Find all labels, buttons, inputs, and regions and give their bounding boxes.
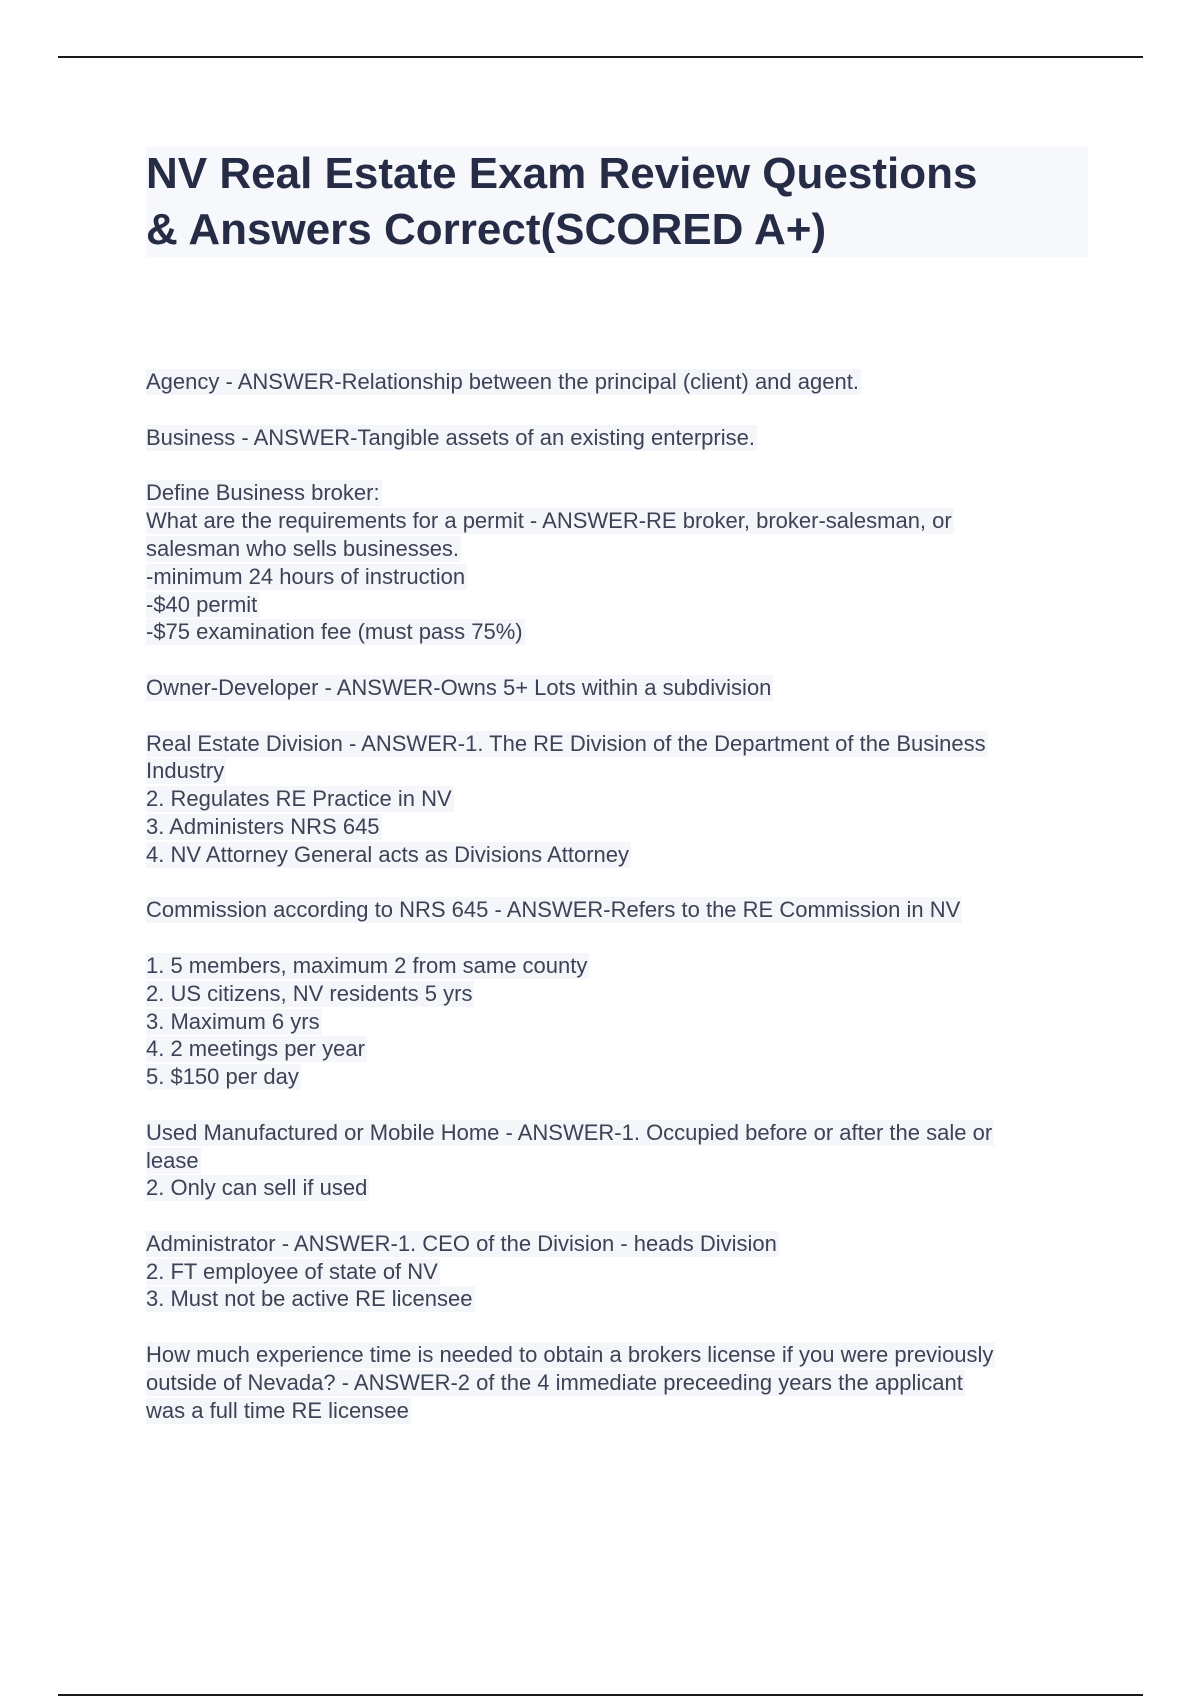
qa-line: Real Estate Division - ANSWER-1. The RE Division of the Department of the Business [146,731,986,756]
qa-line: 2. US citizens, NV residents 5 yrs [146,981,473,1006]
qa-line: 2. FT employee of state of NV [146,1259,438,1284]
qa-line: What are the requirements for a permit - ANSWER-RE broker, broker-salesman, or [146,508,952,533]
qa-line: salesman who sells businesses. [146,536,460,561]
qa-line: lease [146,1148,199,1173]
qa-line: 4. 2 meetings per year [146,1036,365,1061]
qa-line: 3. Maximum 6 yrs [146,1009,320,1034]
document-title-line-2: & Answers Correct(SCORED A+) [146,205,827,254]
qa-line: 2. Regulates RE Practice in NV [146,786,452,811]
qa-line: 1. 5 members, maximum 2 from same county [146,953,588,978]
qa-line: Business - ANSWER-Tangible assets of an existing enterprise. [146,425,755,450]
qa-line: 2. Only can sell if used [146,1175,368,1200]
qa-line: Agency - ANSWER-Relationship between the principal (client) and agent. [146,369,859,394]
qa-line: Used Manufactured or Mobile Home - ANSWER-1. Occupied before or after the sale or [146,1120,993,1145]
qa-line: Administrator - ANSWER-1. CEO of the Division - heads Division [146,1231,777,1256]
qa-line: 4. NV Attorney General acts as Divisions Attorney [146,842,630,867]
bottom-rule [58,1694,1143,1696]
qa-line: -$40 permit [146,592,258,617]
qa-line: -$75 examination fee (must pass 75%) [146,619,523,644]
qa-line: Industry [146,758,225,783]
qa-line: -minimum 24 hours of instruction [146,564,466,589]
qa-line: 3. Must not be active RE licensee [146,1286,473,1311]
top-rule [58,56,1143,58]
qa-line: Owner-Developer - ANSWER-Owns 5+ Lots within a subdivision [146,675,772,700]
qa-line: outside of Nevada? - ANSWER-2 of the 4 immediate preceeding years the applicant [146,1370,963,1395]
document-title-line-1: NV Real Estate Exam Review Questions [146,149,978,198]
qa-line: 5. $150 per day [146,1064,299,1089]
qa-line: Commission according to NRS 645 - ANSWER-Refers to the RE Commission in NV [146,897,961,922]
qa-line: 3. Administers NRS 645 [146,814,380,839]
qa-line: Define Business broker: [146,480,380,505]
qa-line: How much experience time is needed to obtain a brokers license if you were previously [146,1342,994,1367]
qa-line: was a full time RE licensee [146,1398,409,1423]
